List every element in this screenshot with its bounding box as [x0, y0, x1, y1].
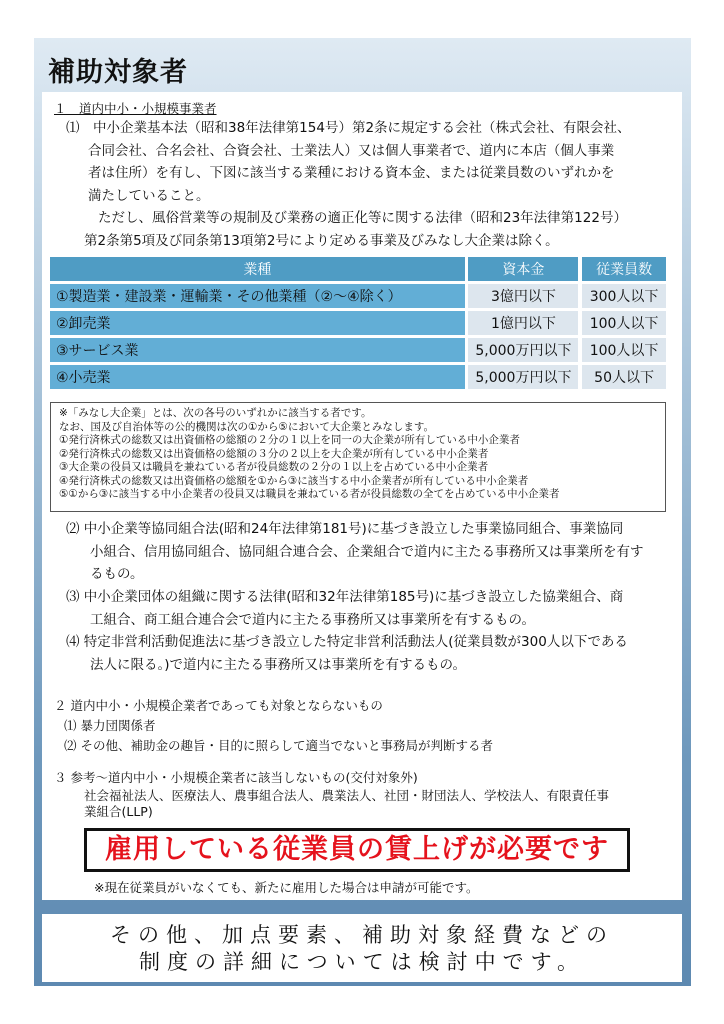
table-row — [50, 311, 666, 335]
cell-capital: 5,000万円以下 — [468, 338, 578, 362]
cell-employees: 300人以下 — [582, 284, 666, 308]
table-row — [50, 338, 666, 362]
header-capital: 資本金 — [468, 257, 578, 281]
item2-line: 小組合、信用協同組合、協同組合連合会、企業組合で道内に主たる事務所又は事業所を有す — [90, 543, 644, 560]
header-business-type: 業種 — [50, 257, 465, 281]
callout-footnote: ※現在従業員がいなくても、新たに雇用した場合は申請が可能です。 — [94, 880, 479, 895]
section3-heading: ３ 参考～道内中小・小規模企業者に該当しないもの(交付対象外) — [54, 770, 418, 785]
item2-line: ⑵ 中小企業等協同組合法(昭和24年法律第181号)に基づき設立した事業協同組合、事業協同 — [66, 521, 624, 537]
section3-line: 社会福祉法人、医療法人、農事組合法人、農業法人、社団・財団法人、学校法人、有限責任事 — [84, 788, 610, 803]
bottom-banner — [42, 914, 682, 982]
cell-business-type: ①製造業・建設業・運輸業・その他業種（②～④除く） — [50, 284, 465, 308]
table-row — [50, 284, 666, 308]
section1-item3 — [66, 586, 623, 631]
section3-line: 業組合(LLP) — [84, 804, 153, 819]
business-size-table — [50, 254, 666, 392]
item1-line: ⑴ 中小企業基本法（昭和38年法律第154号）第2条に規定する会社（株式会社、有限会社、 — [66, 120, 631, 136]
wage-increase-callout — [84, 828, 630, 872]
item3-line: 工組合、商工組合連合会で道内に主たる事務所又は事業所を有するもの。 — [90, 611, 535, 628]
section1-heading-text: １ 道内中小・小規模事業者 — [54, 101, 217, 116]
header-employees: 従業員数 — [582, 257, 666, 281]
note-line: ①発行済株式の総数又は出資価格の総額の２分の１以上を同一の大企業が所有している中小企業者 — [59, 434, 520, 446]
item1-line: 合同会社、合名会社、合資会社、士業法人）又は個人事業者で、道内に本店（個人事業 — [88, 142, 615, 159]
note-line: ※「みなし大企業」とは、次の各号のいずれかに該当する者です。 — [59, 407, 372, 419]
item4-line: ⑷ 特定非営利活動促進法に基づき設立した特定非営利活動法人(従業員数が300人以下である — [66, 634, 628, 650]
section2-heading: ２ 道内中小・小規模企業者であっても対象とならないもの — [54, 698, 383, 713]
section1-item1 — [66, 117, 631, 252]
item2-line: るもの。 — [90, 566, 144, 582]
note-line: ⑤①から③に該当する中小企業者の役員又は職員を兼ねている者が役員総数の全てを占めている中小企業者 — [59, 488, 560, 500]
cell-capital: 3億円以下 — [468, 284, 578, 308]
deemed-large-enterprise-note — [50, 402, 666, 512]
section3 — [54, 768, 609, 820]
cell-capital: 1億円以下 — [468, 311, 578, 335]
section2 — [54, 696, 493, 756]
item1-line: 満たしていること。 — [88, 187, 210, 204]
bottom-line: 制度の詳細については検討中です。 — [139, 950, 585, 974]
note-line: ②発行済株式の総数又は出資価格の総額の３分の２以上を大企業が所有している中小企業者 — [59, 447, 489, 460]
table-row — [50, 365, 666, 389]
cell-business-type: ④小売業 — [50, 365, 465, 389]
cell-employees: 100人以下 — [582, 311, 666, 335]
item4-line: 法人に限る。)で道内に主たる事務所又は事業所を有するもの。 — [90, 656, 466, 673]
item1-line: ただし、風俗営業等の規制及び業務の適正化等に関する法律（昭和23年法律第122号） — [98, 210, 627, 226]
table-header-row — [50, 257, 666, 281]
page-title: 補助対象者 — [48, 57, 188, 88]
note-line: ③大企業の役員又は職員を兼ねている者が役員総数の２分の１以上を占めている中小企業者 — [59, 461, 489, 473]
cell-employees: 50人以下 — [582, 365, 666, 389]
item1-line: 者は住所）を有し、下図に該当する業種における資本金、または従業員数のいずれかを — [88, 165, 615, 181]
bottom-line: その他、加点要素、補助対象経費などの — [110, 923, 614, 947]
section2-item: ⑴ 暴力団関係者 — [64, 718, 156, 733]
cell-employees: 100人以下 — [582, 338, 666, 362]
cell-business-type: ②卸売業 — [50, 311, 465, 335]
cell-business-type: ③サービス業 — [50, 338, 465, 362]
section1-item4 — [66, 631, 628, 676]
item1-line: 第2条第5項及び同条第13項第2号により定める事業及びみなし大企業は除く。 — [84, 232, 559, 249]
callout-text: 雇用している従業員の賃上げが必要です — [105, 834, 609, 865]
note-line: ④発行済株式の総数又は出資価格の総額を①から③に該当する中小企業者が所有している中小企業者 — [59, 474, 529, 487]
section1-item2 — [66, 518, 644, 586]
note-line: なお、国及び自治体等の公的機関は次の①から⑤において大企業とみなします。 — [59, 420, 434, 433]
cell-capital: 5,000万円以下 — [468, 365, 578, 389]
item3-line: ⑶ 中小企業団体の組織に関する法律(昭和32年法律第185号)に基づき設立した協業組合、商 — [66, 589, 624, 605]
section2-item: ⑵ その他、補助金の趣旨・目的に照らして適当でないと事務局が判断する者 — [64, 738, 493, 753]
section1-heading — [54, 99, 217, 117]
